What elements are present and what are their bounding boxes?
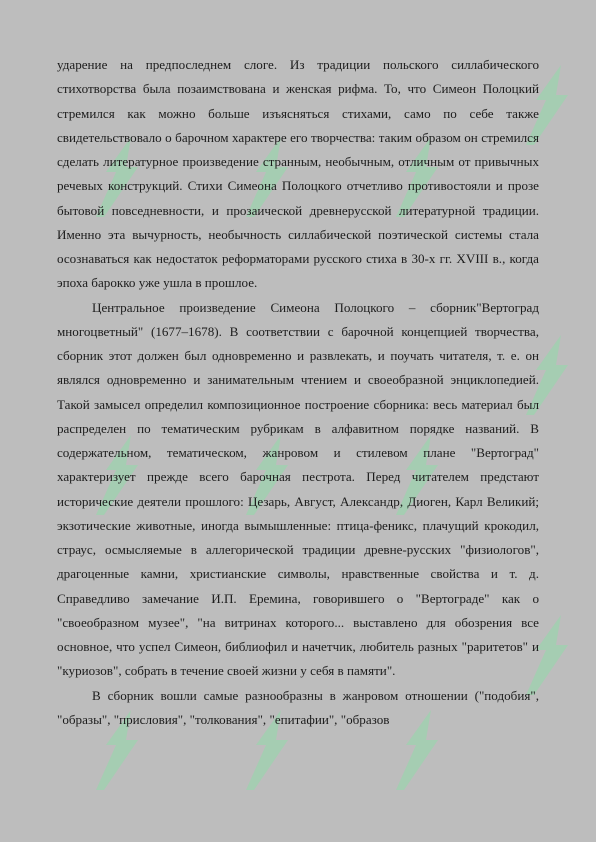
paragraph-1: ударение на предпоследнем слоге. Из традиции польского силлабического стихотворства была позаимствована и женская рифма. То, что Симеон Полоцкий стремился как можно больше изъясняться стихами, само по себе также свидетельствовало о барочном характере его творчества: таким образом он стремился сделать литературное произведение странным, необычным, отличным от привычных речевых конструкций. Стихи Симеона Полоцкого отчетливо противостояли и прозе бытовой повседневности, и прозаической древнерусской литературной традиции. Именно эта вычурность, необычность силлабической поэтической системы стала осознаваться как недостаток реформаторами русского стиха в 30-х гг. XVIII в., когда эпоха барокко уже ушла в прошлое.	[57, 57, 539, 291]
document-body	[57, 53, 539, 732]
paragraph-2: Центральное произведение Симеона Полоцкого – сборник"Вертоград многоцветный" (1677–1678). В соответствии с барочной концепцией творчества, сборник этот должен был одновременно и развлекать, и поучать читателя, т. е. он являлся одновременно и занимательным чтением и своеобразной энциклопедией. Такой замысел определил композиционное построение сборника: весь материал был распределен по тематическим рубрикам в алфавитном порядке названий. В содержательном, тематическом, жанровом и стилевом плане "Вертоград" характеризует прежде всего барочная пестрота. Перед читателем предстают исторические деятели прошлого: Цезарь, Август, Александр, Диоген, Карл Великий; экзотические животные, иногда вымышленные: птица-феникс, плачущий крокодил, страус, осмысляемые в аллегорической традиции древне-русских "физиологов", драгоценные камни, христианские символы, нравственные свойства и т. д. Справедливо замечание И.П. Еремина, говорившего о "Вертограде" как о "своеобразном музее", "на витринах которого... выставлено для обозрения все основное, что успел Симеон, библиофил и начетчик, любитель разных "раритетов" и "куриозов", собрать в течение своей жизни у себя в памяти".	[57, 299, 539, 679]
paragraph-3: В сборник вошли самые разнообразны в жанровом отношении ("подобия", "образы", "присловия", "толкования", "епитафии", "образов	[57, 687, 539, 727]
